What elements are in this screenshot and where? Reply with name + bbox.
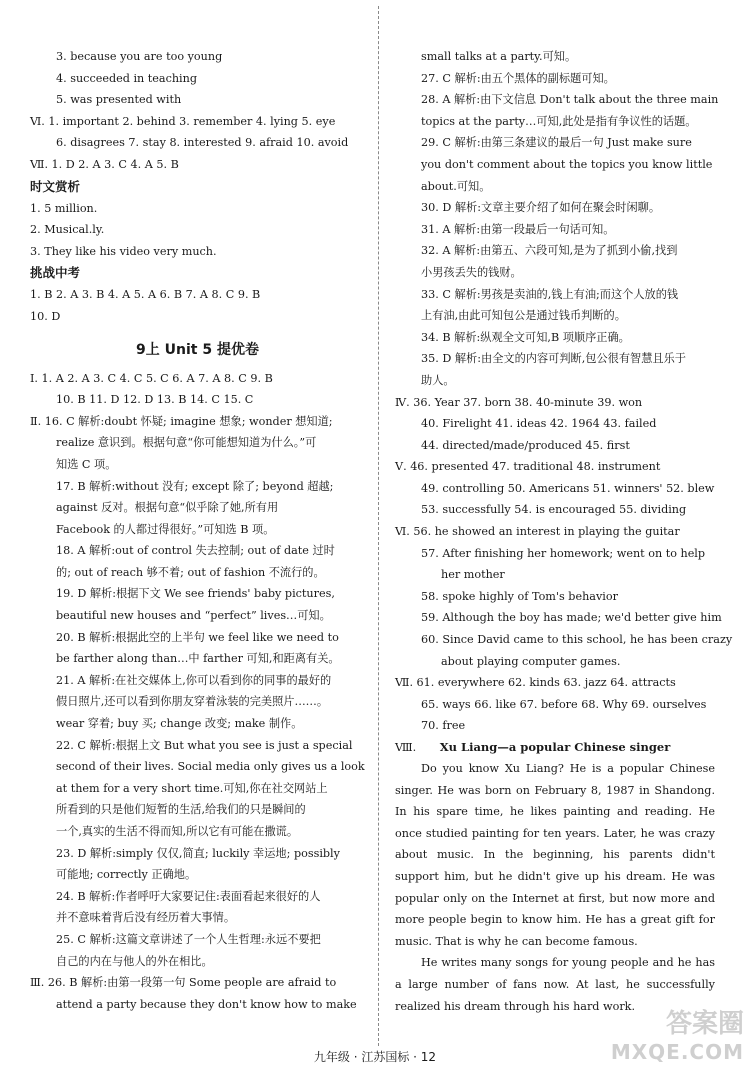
answer-line: 1. 5 million.	[30, 201, 98, 215]
answer-line: small talks at a party.可知。	[421, 50, 577, 63]
answer-line: 28. A 解析:由下文信息 Don't talk about the three main	[421, 93, 719, 107]
answer-line: about playing computer games.	[441, 654, 621, 668]
answer-line: 21. A 解析:在社交媒体上,你可以看到你的同事的最好的	[56, 673, 332, 687]
answer-line: Ⅳ. 36. Year 37. born 38. 40-minute 39. won	[395, 395, 643, 409]
answer-line: 30. D 解析:文章主要介绍了如何在聚会时闲聊。	[421, 201, 661, 215]
section-heading-zhongkao: 挑战中考	[30, 265, 81, 281]
answer-line: at them for a very short time.可知,你在社交网站上	[56, 781, 328, 795]
answer-line: be farther along than…中 farther 可知,和距离有关。	[56, 652, 340, 666]
answer-line: 44. directed/made/produced 45. first	[421, 438, 630, 452]
answer-line: 自己的内在与他人的外在相比。	[56, 954, 213, 968]
answer-line: 3. because you are too young	[56, 50, 223, 63]
answer-line: 35. D 解析:由全文的内容可判断,包公很有智慧且乐于	[421, 352, 686, 366]
answer-line: 的; out of reach 够不着; out of fashion 不流行的。	[56, 565, 325, 579]
watermark-logo	[611, 1010, 744, 1066]
answer-line: Ⅵ. 1. important 2. behind 3. remember 4. lying 5. eye	[30, 114, 336, 128]
watermark-text: 答案圈	[665, 1009, 744, 1039]
answer-line: 57. After finishing her homework; went on to help	[421, 546, 706, 560]
answer-line: Ⅲ. 26. B 解析:由第一段第一句 Some people are afraid to	[30, 976, 337, 990]
section-heading-shiwen: 时文赏析	[30, 178, 81, 194]
answer-line: 25. C 解析:这篇文章讲述了一个人生哲理:永远不要把	[56, 932, 321, 946]
answer-line: 58. spoke highly of Tom's behavior	[421, 589, 618, 603]
answer-line: against 反对。根据句意“似乎除了她,所有用	[56, 501, 279, 515]
answer-line: Ⅰ. 1. A 2. A 3. C 4. C 5. C 6. A 7. A 8. C 9. B	[30, 371, 273, 385]
answer-line: 40. Firelight 41. ideas 42. 1964 43. failed	[421, 417, 657, 431]
answer-line: second of their lives. Social media only gives us a look	[56, 760, 365, 774]
answer-line: 10. D	[30, 309, 61, 323]
answer-line: 上有油,由此可知包公是通过钱币判断的。	[421, 309, 626, 323]
answer-line: 知选 C 项。	[56, 457, 117, 471]
answer-line: about.可知。	[421, 179, 491, 193]
essay-paragraph: Do you know Xu Liang? He is a popular Chinese singer. He was born on February 8, 1987 in Shandong. In his spare time, he likes painting and reading. He once studied painting for ten years. Later, he was crazy about music. In the beginning, his parents didn't support him, but he didn't give up his dream. He was popular only on the Internet at first, but now more and more people begin to know him. He has a great gift for music. That is why he can become famous.	[395, 762, 715, 948]
answer-line: 31. A 解析:由第一段最后一句话可知。	[421, 222, 615, 236]
unit-title: 9上 Unit 5 提优卷	[136, 341, 259, 358]
answer-line: her mother	[441, 568, 505, 582]
answer-line: 小男孩丢失的钱财。	[421, 265, 522, 279]
answer-line: 60. Since David came to this school, he has been crazy	[421, 633, 733, 647]
answer-line: 2. Musical.ly.	[30, 223, 105, 237]
answers-block-right	[395, 46, 733, 737]
answer-line: 19. D 解析:根据下文 We see friends' baby pictures,	[56, 587, 335, 601]
answer-line: Ⅶ. 61. everywhere 62. kinds 63. jazz 64. attracts	[395, 676, 676, 690]
answers-block-d	[30, 368, 365, 1016]
answer-line: 并不意味着背后没有经历着大事情。	[56, 911, 236, 925]
answer-line: 33. C 解析:男孩是卖油的,钱上有油;而这个人放的钱	[421, 287, 679, 301]
answers-block-c	[30, 284, 365, 327]
answer-line: 所看到的只是他们短暂的生活,给我们的只是瞬间的	[56, 803, 306, 817]
column-divider	[378, 6, 379, 1046]
answer-line: 18. A 解析:out of control 失去控制; out of date 过时	[56, 544, 335, 558]
answer-line: wear 穿着; buy 买; change 改变; make 制作。	[56, 717, 303, 731]
answer-line: Facebook 的人都过得很好。”可知选 B 项。	[56, 522, 275, 536]
answer-line: 24. B 解析:作者呼吁大家要记住:表面看起来很好的人	[56, 889, 321, 903]
answer-line: 1. B 2. A 3. B 4. A 5. A 6. B 7. A 8. C 9. B	[30, 288, 261, 302]
answer-line: 助人。	[421, 373, 455, 387]
answer-line: attend a party because they don't know how to make	[56, 997, 357, 1011]
answer-line: 10. B 11. D 12. D 13. B 14. C 15. C	[56, 393, 254, 407]
answer-line: beautiful new houses and “perfect” lives…可知。	[56, 609, 331, 623]
essay	[395, 737, 715, 1017]
answers-block-a	[30, 46, 365, 176]
answer-line: 53. successfully 54. is encouraged 55. dividing	[421, 503, 687, 517]
answer-line: 一个,真实的生活不得而知,所以它有可能在撒谎。	[56, 825, 299, 838]
answer-line: 59. Although the boy has made; we'd better give him	[421, 611, 722, 625]
answer-line: you don't comment about the topics you know little	[421, 157, 713, 171]
answer-line: 49. controlling 50. Americans 51. winners' 52. blew	[421, 481, 715, 495]
answer-line: 6. disagrees 7. stay 8. interested 9. afraid 10. avoid	[56, 136, 349, 150]
answer-line: 22. C 解析:根据上文 But what you see is just a special	[56, 738, 353, 752]
answer-line: 20. B 解析:根据此空的上半句 we feel like we need to	[56, 630, 339, 644]
watermark-url: MXQE.COM	[610, 1040, 744, 1064]
answer-line: 23. D 解析:simply 仅仅,简直; luckily 幸运地; possibly	[56, 846, 340, 860]
answer-line: 29. C 解析:由第三条建议的最后一句 Just make sure	[421, 136, 692, 150]
answer-line: 3. They like his video very much.	[30, 244, 217, 258]
answer-line: Ⅵ. 56. he showed an interest in playing the guitar	[395, 525, 680, 539]
answer-line: Ⅱ. 16. C 解析:doubt 怀疑; imagine 想象; wonder 想知道;	[30, 414, 333, 428]
page-footer: 九年级 · 江苏国标 · 12	[313, 1050, 437, 1064]
answer-line: 27. C 解析:由五个黑体的副标题可知。	[421, 71, 615, 85]
answer-line: realize 意识到。根据句意“你可能想知道为什么。”可	[56, 436, 317, 450]
essay-paragraph: He writes many songs for young people and he has a large number of fans now. At last, he successfully realized his dream through his hard work.	[395, 956, 715, 1013]
left-column	[30, 46, 365, 1015]
answer-line: 34. B 解析:纵观全文可知,B 项顺序正确。	[421, 330, 630, 344]
answer-line: 70. free	[421, 719, 466, 733]
answer-line: 17. B 解析:without 没有; except 除了; beyond 超越;	[56, 479, 334, 493]
answers-block-b	[30, 198, 365, 263]
answer-line: 65. ways 66. like 67. before 68. Why 69. ourselves	[421, 697, 707, 711]
answer-line: 4. succeeded in teaching	[56, 71, 197, 85]
essay-title: Xu Liang—a popular Chinese singer	[439, 740, 671, 754]
answer-line: 假日照片,还可以看到你朋友穿着泳装的完美照片……。	[56, 695, 329, 709]
answer-line: Ⅴ. 46. presented 47. traditional 48. instrument	[395, 460, 661, 474]
answer-line: 32. A 解析:由第五、六段可知,是为了抓到小偷,找到	[421, 244, 678, 258]
essay-label: Ⅷ.	[395, 741, 417, 754]
answer-line: Ⅶ. 1. D 2. A 3. C 4. A 5. B	[30, 157, 179, 171]
answer-line: 可能地; correctly 正确地。	[56, 868, 197, 882]
answer-line: topics at the party…可知,此处是指有争议性的话题。	[421, 114, 697, 128]
right-column	[395, 46, 733, 1017]
answer-line: 5. was presented with	[56, 93, 182, 107]
